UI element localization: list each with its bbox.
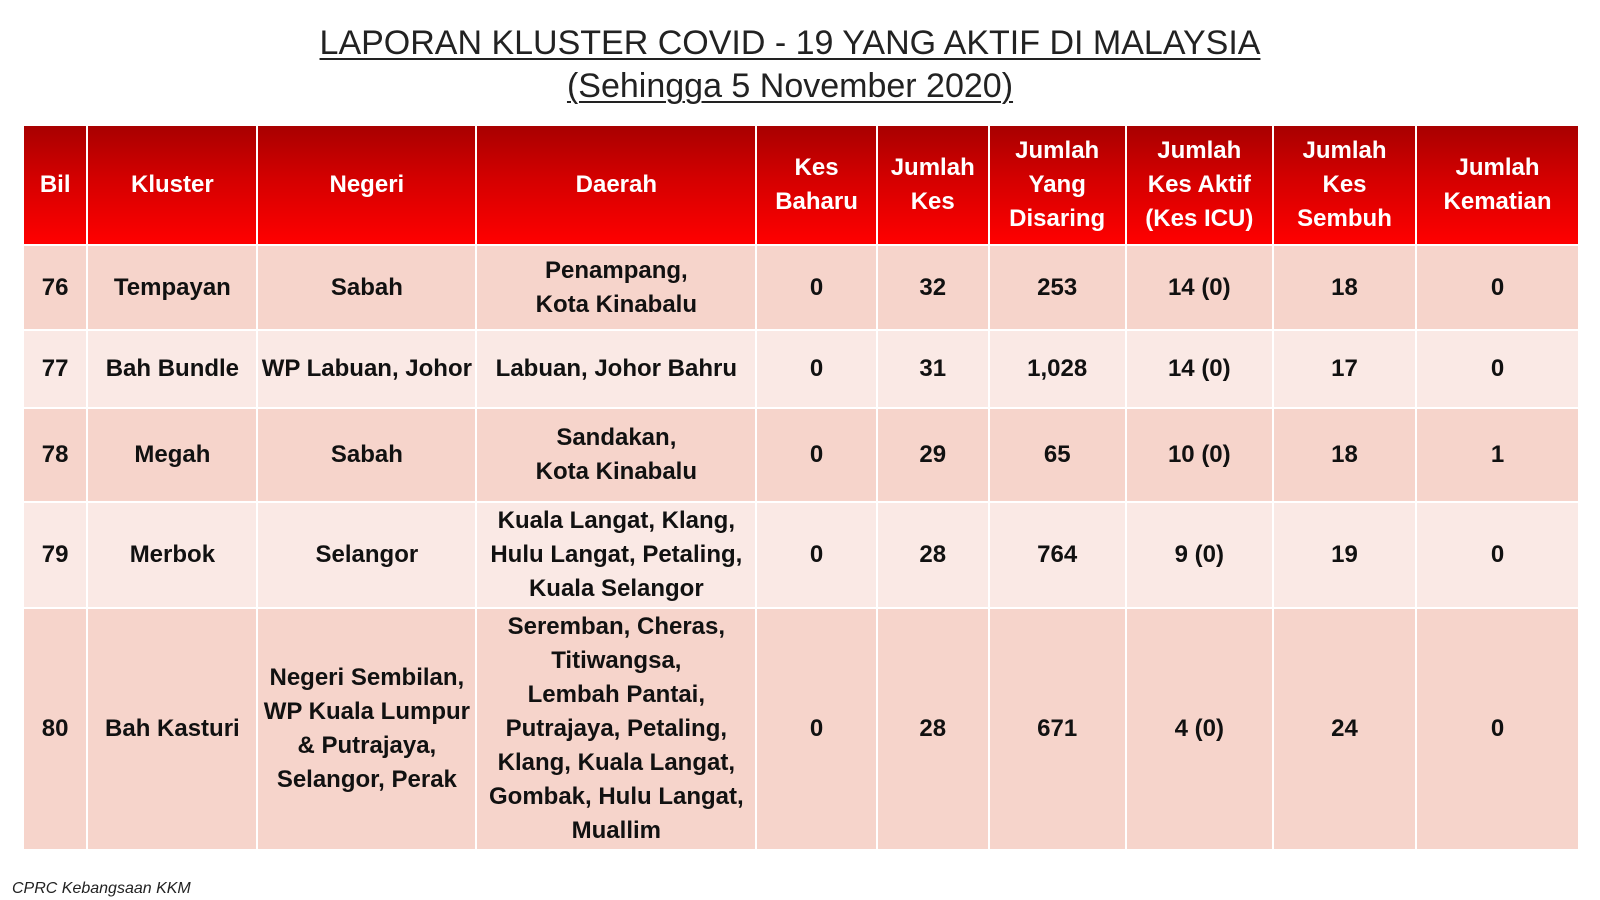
cell-jumlah-sembuh: 24 bbox=[1273, 608, 1416, 850]
cell-jumlah-sembuh: 17 bbox=[1273, 330, 1416, 408]
cell-bil: 80 bbox=[23, 608, 87, 850]
cell-negeri: Sabah bbox=[257, 245, 476, 330]
cell-kes-baharu: 0 bbox=[756, 408, 876, 502]
cell-jumlah-sembuh: 19 bbox=[1273, 502, 1416, 608]
cell-jumlah-kematian: 0 bbox=[1416, 245, 1579, 330]
table-row bbox=[23, 330, 1579, 408]
cell-jumlah-kes-aktif: 4 (0) bbox=[1126, 608, 1273, 850]
header-jumlah-kematian: Jumlah Kematian bbox=[1416, 125, 1579, 245]
table-header-row bbox=[23, 125, 1579, 245]
cell-negeri: Negeri Sembilan, WP Kuala Lumpur & Putrajaya, Selangor, Perak bbox=[257, 608, 476, 850]
cell-jumlah-kematian: 0 bbox=[1416, 502, 1579, 608]
cell-jumlah-kes-aktif: 9 (0) bbox=[1126, 502, 1273, 608]
cell-daerah: Kuala Langat, Klang, Hulu Langat, Petaling, Kuala Selangor bbox=[476, 502, 756, 608]
cell-jumlah-kes-aktif: 14 (0) bbox=[1126, 330, 1273, 408]
cell-jumlah-kematian: 0 bbox=[1416, 608, 1579, 850]
cell-jumlah-disaring: 764 bbox=[989, 502, 1126, 608]
cell-negeri: Selangor bbox=[257, 502, 476, 608]
cell-negeri: Sabah bbox=[257, 408, 476, 502]
header-jumlah-kes-aktif: Jumlah Kes Aktif (Kes ICU) bbox=[1126, 125, 1273, 245]
header-negeri: Negeri bbox=[257, 125, 476, 245]
cell-negeri: WP Labuan, Johor bbox=[257, 330, 476, 408]
cell-jumlah-sembuh: 18 bbox=[1273, 408, 1416, 502]
cell-kes-baharu: 0 bbox=[756, 502, 876, 608]
cell-kes-baharu: 0 bbox=[756, 608, 876, 850]
cell-jumlah-kes: 29 bbox=[877, 408, 989, 502]
header-bil: Bil bbox=[23, 125, 87, 245]
table-row bbox=[23, 502, 1579, 608]
table-row bbox=[23, 408, 1579, 502]
cell-kluster: Tempayan bbox=[87, 245, 257, 330]
cell-kes-baharu: 0 bbox=[756, 245, 876, 330]
title-line-1: LAPORAN KLUSTER COVID - 19 YANG AKTIF DI MALAYSIA bbox=[319, 24, 1261, 62]
cell-bil: 79 bbox=[23, 502, 87, 608]
cell-bil: 78 bbox=[23, 408, 87, 502]
cell-jumlah-disaring: 671 bbox=[989, 608, 1126, 850]
report-title bbox=[0, 22, 1580, 108]
cell-jumlah-sembuh: 18 bbox=[1273, 245, 1416, 330]
cell-jumlah-kes: 31 bbox=[877, 330, 989, 408]
cell-jumlah-kematian: 1 bbox=[1416, 408, 1579, 502]
cell-jumlah-kes: 32 bbox=[877, 245, 989, 330]
cell-jumlah-kes: 28 bbox=[877, 608, 989, 850]
table-row bbox=[23, 245, 1579, 330]
header-jumlah-sembuh: Jumlah Kes Sembuh bbox=[1273, 125, 1416, 245]
table-row bbox=[23, 608, 1579, 850]
cell-daerah: Sandakan, Kota Kinabalu bbox=[476, 408, 756, 502]
cell-daerah: Labuan, Johor Bahru bbox=[476, 330, 756, 408]
source-note: CPRC Kebangsaan KKM bbox=[12, 880, 191, 897]
cell-kes-baharu: 0 bbox=[756, 330, 876, 408]
header-jumlah-kes: Jumlah Kes bbox=[877, 125, 989, 245]
cell-jumlah-disaring: 65 bbox=[989, 408, 1126, 502]
cell-jumlah-kematian: 0 bbox=[1416, 330, 1579, 408]
cell-jumlah-kes-aktif: 14 (0) bbox=[1126, 245, 1273, 330]
header-kluster: Kluster bbox=[87, 125, 257, 245]
cell-jumlah-kes-aktif: 10 (0) bbox=[1126, 408, 1273, 502]
cell-kluster: Bah Kasturi bbox=[87, 608, 257, 850]
cell-jumlah-kes: 28 bbox=[877, 502, 989, 608]
cell-jumlah-disaring: 253 bbox=[989, 245, 1126, 330]
cell-kluster: Megah bbox=[87, 408, 257, 502]
header-kes-baharu: Kes Baharu bbox=[756, 125, 876, 245]
cluster-table bbox=[22, 124, 1580, 851]
header-jumlah-disaring: Jumlah Yang Disaring bbox=[989, 125, 1126, 245]
cell-bil: 77 bbox=[23, 330, 87, 408]
cell-bil: 76 bbox=[23, 245, 87, 330]
cell-daerah: Seremban, Cheras, Titiwangsa, Lembah Pantai, Putrajaya, Petaling, Klang, Kuala Langat, Gombak, Hulu Langat, Muallim bbox=[476, 608, 756, 850]
cell-kluster: Bah Bundle bbox=[87, 330, 257, 408]
cell-daerah: Penampang, Kota Kinabalu bbox=[476, 245, 756, 330]
cell-jumlah-disaring: 1,028 bbox=[989, 330, 1126, 408]
cell-kluster: Merbok bbox=[87, 502, 257, 608]
header-daerah: Daerah bbox=[476, 125, 756, 245]
title-line-2: (Sehingga 5 November 2020) bbox=[566, 67, 1014, 105]
